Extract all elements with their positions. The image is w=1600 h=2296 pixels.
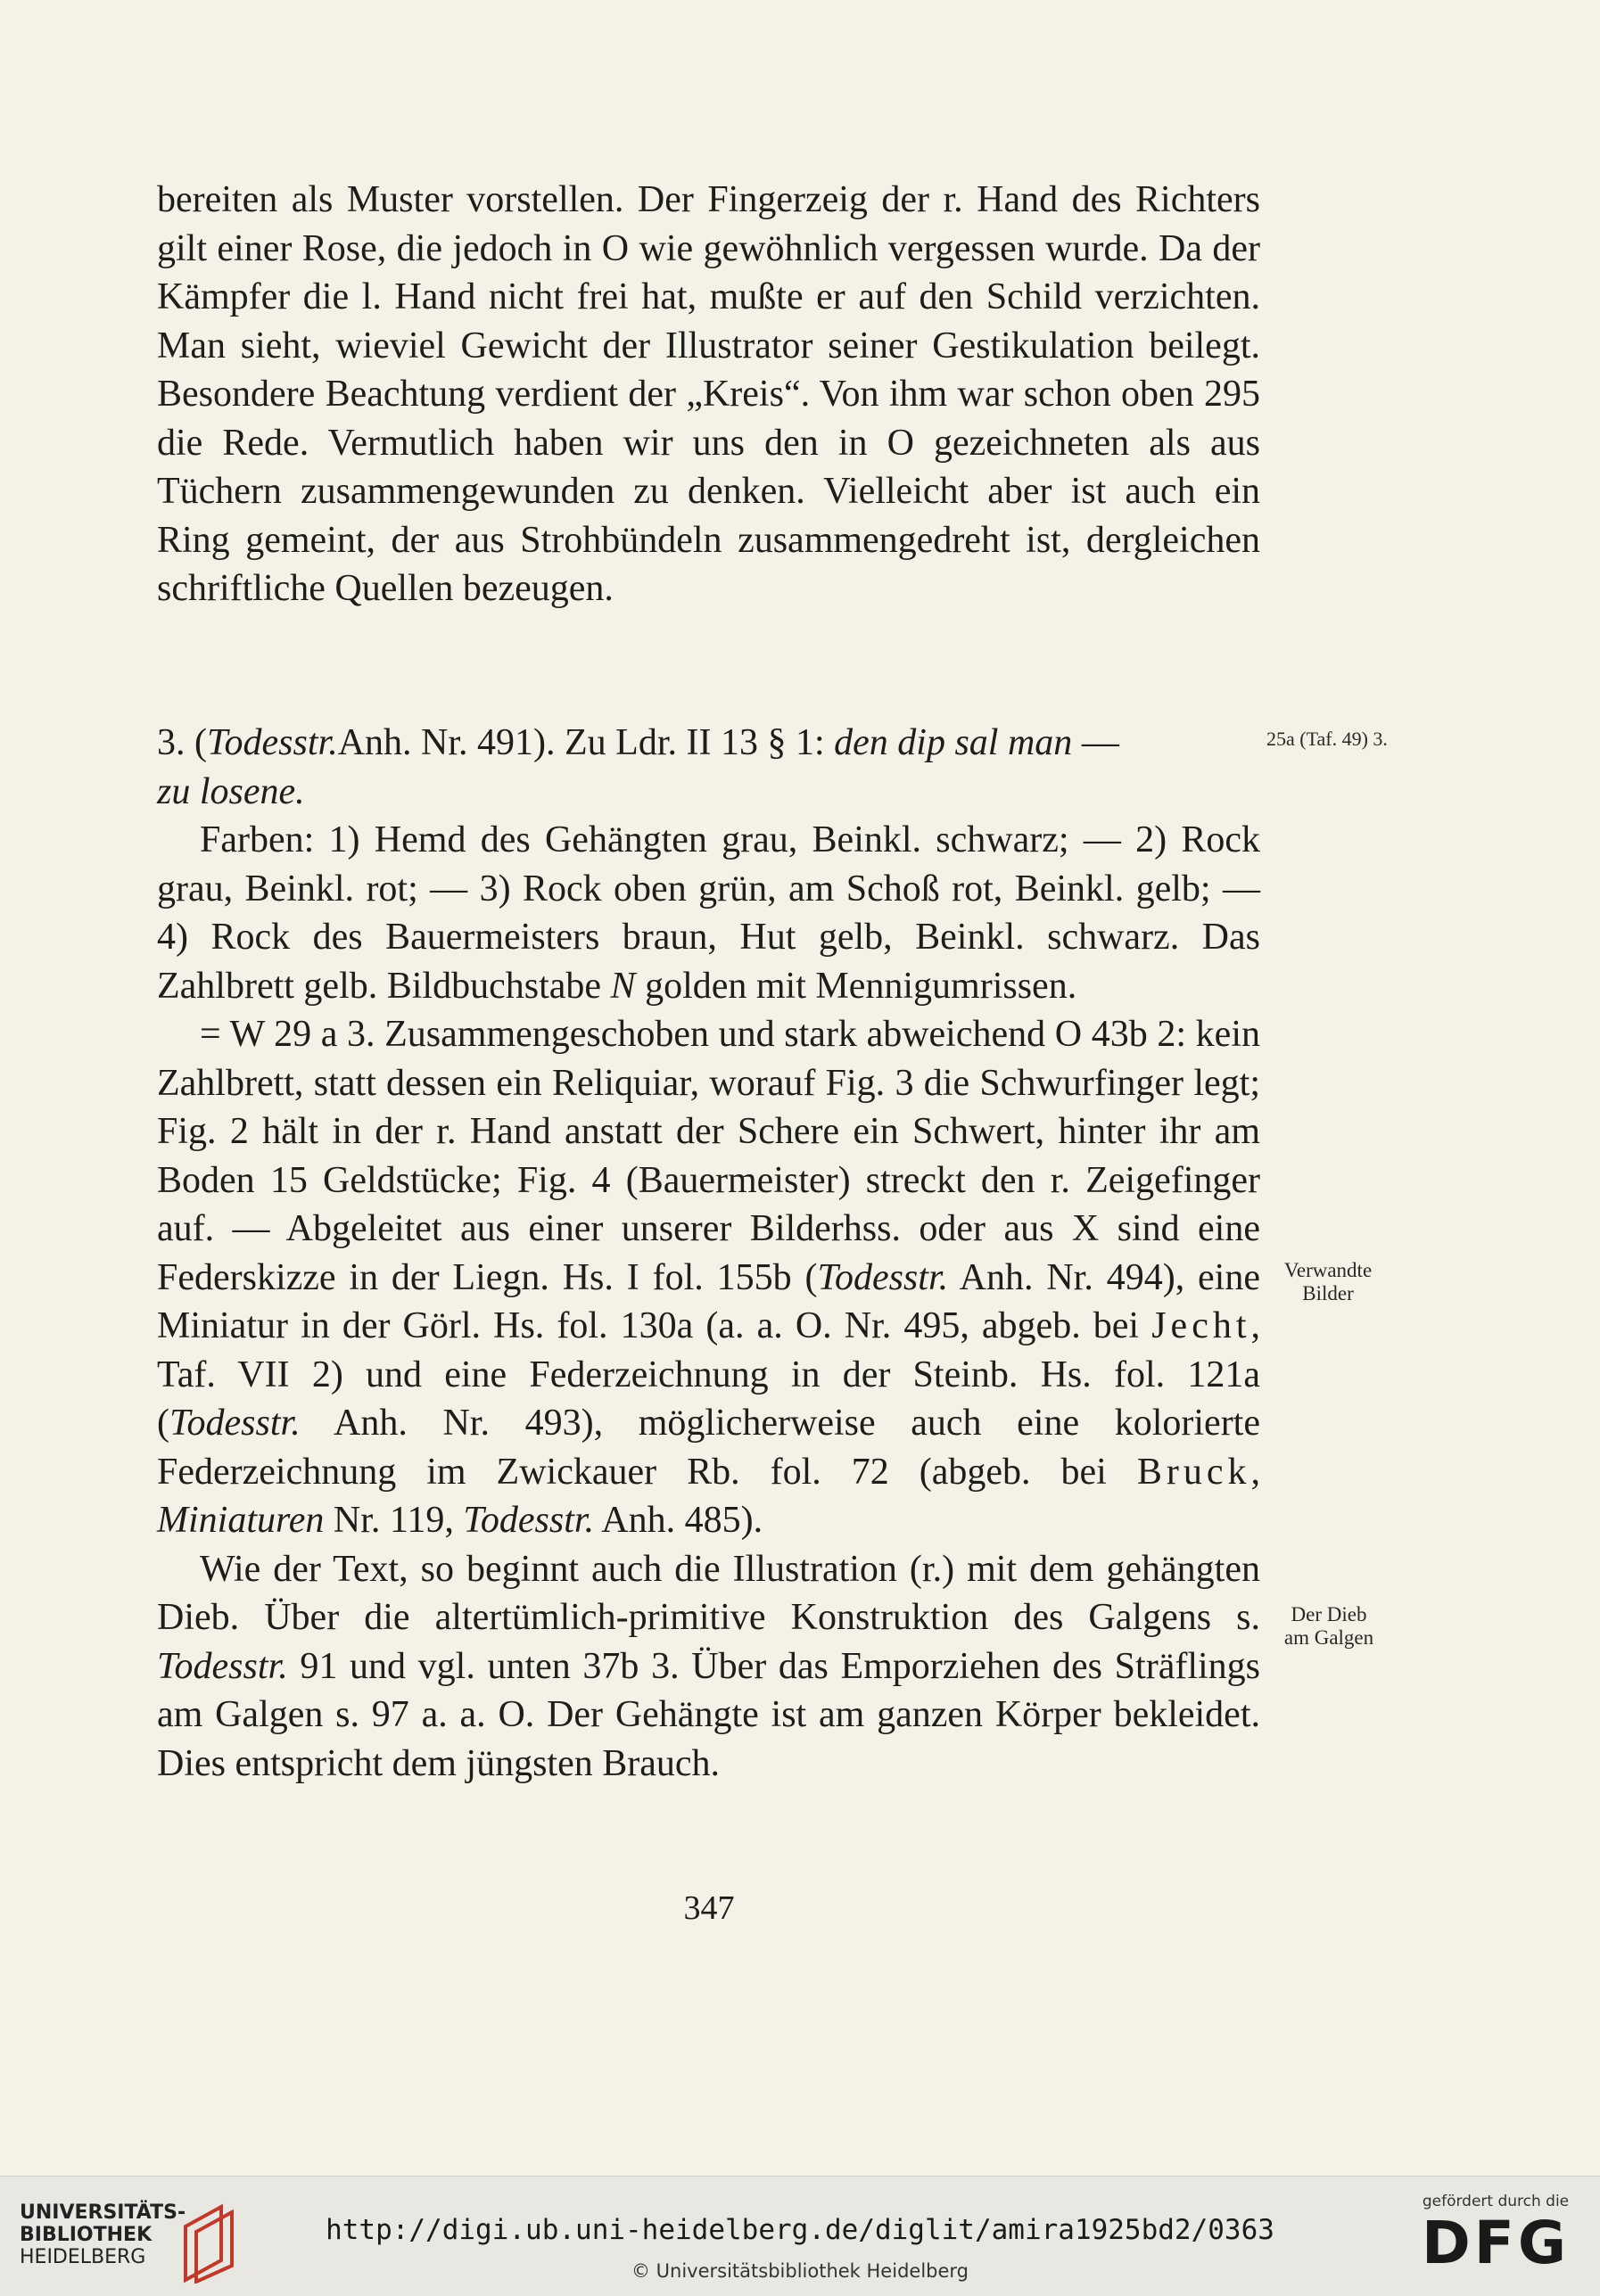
paragraph-intro: [157, 176, 1260, 613]
margin-note-plate: 25a (Taf. 49) 3.: [1266, 728, 1388, 750]
margin-note-dieb: Der Dieb am Galgen: [1283, 1603, 1374, 1649]
source-url-link[interactable]: http://digi.ub.uni-heidelberg.de/diglit/amira1925bd2/0363: [326, 2214, 1274, 2246]
footer-bar: [0, 2176, 1600, 2296]
section-heading: 3. (Todesstr.Anh. Nr. 491). Zu Ldr. II 13 § 1: den dip sal man — zu losene.: [157, 722, 1119, 812]
dfg-logo: gefördert durch die DFG: [1421, 2193, 1571, 2277]
paragraph-farben: Farben: 1) Hemd des Gehängten grau, Beinkl. schwarz; — 2) Rock grau, Beinkl. rot; — 3) Rock oben grün, am Schoß rot, Beinkl. gelb; — 4) Rock des Bauermeisters braun, Hut gelb, Beinkl. schwarz. Das Zahlbrett gelb. Bildbuchstabe N golden mit Mennigumrissen.: [157, 819, 1260, 1007]
paragraph-text: bereiten als Muster vorstellen. Der Fingerzeig der r. Hand des Richters gilt einer Rose, die jedoch in O wie gewöhnlich vergessen wurde. Da der Kämpfer die l. Hand nicht frei hat, mußte er auf den Schild verzichten. Man sieht, wieviel Gewicht der Illustrator seiner Gestikulation beilegt. Besondere Beachtung verdient der „Kreis“. Von ihm war schon oben 295 die Rede. Vermutlich haben wir uns den in O gezeichneten als aus Tüchern zusammengewunden zu denken. Vielleicht aber ist auch ein Ring gemeint, der aus Strohbündeln zusammengedreht ist, dergleichen schriftliche Quellen bezeugen.: [157, 179, 1260, 609]
copyright-text: © Universitätsbibliothek Heidelberg: [631, 2260, 969, 2282]
paragraph-dieb: Wie der Text, so beginnt auch die Illustration (r.) mit dem gehängten Dieb. Über die altertümlich-primitive Konstruktion des Galgens s. Todesstr. 91 und vgl. unten 37b 3. Über das Emporziehen des Sträflings am Galgen s. 97 a. a. O. Der Gehängte ist am ganzen Körper bekleidet. Dies entspricht dem jüngsten Brauch.: [157, 1548, 1260, 1784]
paragraph-section-3: [157, 719, 1260, 1788]
paragraph-comparison: = W 29 a 3. Zusammengeschoben und stark abweichend O 43b 2: kein Zahlbrett, statt dessen ein Reliquiar, worauf Fig. 3 die Schwurfinger legt; Fig. 2 hält in der r. Hand anstatt der Schere ein Schwert, hinter ihr am Boden 15 Geldstücke; Fig. 4 (Bauermeister) streckt den r. Zeigefinger auf. — Abgeleitet aus einer unserer Bilderhss. oder aus X sind eine Federskizze in der Liegn. Hs. I fol. 155b (Todesstr. Anh. Nr. 494), eine Miniatur in der Görl. Hs. fol. 130a (a. a. O. Nr. 495, abgeb. bei Jecht, Taf. VII 2) und eine Federzeichnung in der Steinb. Hs. fol. 121a (Todesstr. Anh. Nr. 493), möglicherweise auch eine kolorierte Federzeichnung im Zwickauer Rb. fol. 72 (abgeb. bei Bruck, Miniaturen Nr. 119, Todesstr. Anh. 485).: [157, 1014, 1260, 1541]
margin-note-verwandte: Verwandte Bilder: [1283, 1259, 1373, 1304]
page-number: 347: [683, 1889, 735, 1927]
library-logo: UNIVERSITÄTS- BIBLIOTHEK HEIDELBERG: [20, 2201, 234, 2282]
